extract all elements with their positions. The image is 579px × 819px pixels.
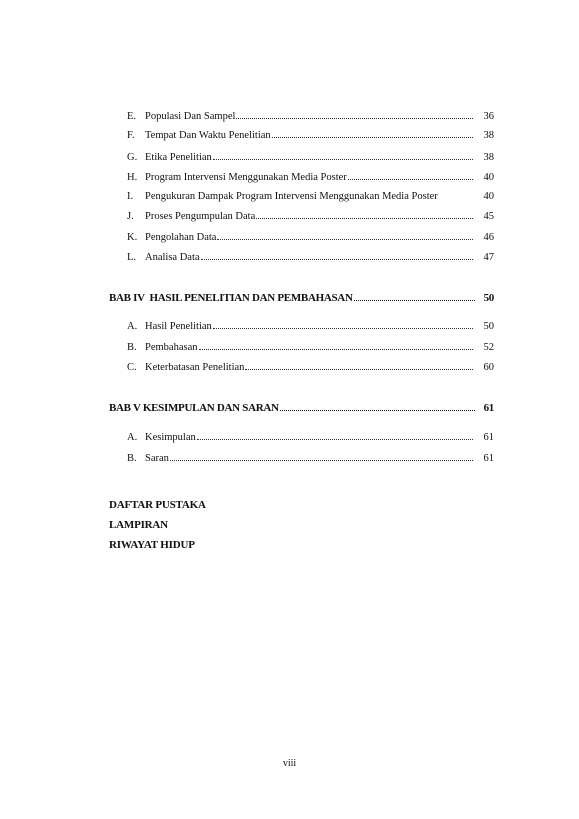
entry-page: 50 xyxy=(483,321,494,332)
entry-letter: J. xyxy=(127,211,134,222)
dot-leader xyxy=(354,300,475,301)
entry-page: 52 xyxy=(483,342,494,353)
chapter-page: 50 xyxy=(483,292,494,304)
toc-entry-i xyxy=(127,190,494,204)
toc-entry-5b xyxy=(127,452,494,466)
entry-page: 40 xyxy=(483,191,494,202)
toc-entry-4a xyxy=(127,320,494,334)
dot-leader xyxy=(213,159,473,160)
toc-entry-j xyxy=(127,210,494,224)
entry-page: 60 xyxy=(483,362,494,373)
toc-entry-e xyxy=(127,110,494,124)
dot-leader xyxy=(348,179,473,180)
entry-title: Proses Pengumpulan Data xyxy=(145,211,256,222)
toc-entry-l xyxy=(127,251,494,265)
entry-title: Tempat Dan Waktu Penelitian xyxy=(145,130,271,141)
entry-page: 47 xyxy=(483,252,494,263)
entry-page: 45 xyxy=(483,211,494,222)
entry-page: 61 xyxy=(483,432,494,443)
dot-leader xyxy=(201,259,473,260)
entry-letter: C. xyxy=(127,362,137,373)
entry-title: Pengolahan Data xyxy=(145,232,217,243)
dot-leader xyxy=(280,410,475,411)
entry-title: Keterbatasan Penelitian xyxy=(145,362,245,373)
entry-title: Hasil Penelitian xyxy=(145,321,212,332)
dot-leader xyxy=(170,460,473,461)
entry-letter: I. xyxy=(127,191,134,202)
toc-lampiran: LAMPIRAN xyxy=(109,519,168,531)
page-number: viii xyxy=(282,758,297,769)
entry-title: Populasi Dan Sampel xyxy=(145,111,236,122)
entry-page: 38 xyxy=(483,152,494,163)
toc-daftar-pustaka: DAFTAR PUSTAKA xyxy=(109,499,206,511)
dot-leader xyxy=(256,218,473,219)
entry-letter: B. xyxy=(127,342,137,353)
entry-title: Pengukuran Dampak Program Intervensi Menggunakan Media Poster xyxy=(145,191,438,202)
entry-letter: E. xyxy=(127,111,137,122)
toc-entry-4c xyxy=(127,361,494,375)
toc-entry-4b xyxy=(127,341,494,355)
entry-page: 46 xyxy=(483,232,494,243)
entry-title: Saran xyxy=(145,453,169,464)
entry-page: 61 xyxy=(483,453,494,464)
dot-leader xyxy=(197,439,473,440)
toc-riwayat-hidup: RIWAYAT HIDUP xyxy=(109,539,195,551)
toc-entry-5a xyxy=(127,431,494,445)
entry-letter: A. xyxy=(127,432,138,443)
dot-leader xyxy=(245,369,473,370)
dot-leader xyxy=(236,118,473,119)
entry-letter: L. xyxy=(127,252,137,263)
entry-title: Etika Penelitian xyxy=(145,152,212,163)
entry-title: Pembahasan xyxy=(145,342,198,353)
chapter-title: BAB IV HASIL PENELITIAN DAN PEMBAHASAN xyxy=(109,292,353,304)
dot-leader xyxy=(199,349,474,350)
entry-letter: G. xyxy=(127,152,138,163)
toc-chapter-5 xyxy=(109,401,494,415)
toc-entry-f xyxy=(127,129,494,143)
toc-entry-h xyxy=(127,171,494,185)
entry-letter: A. xyxy=(127,321,138,332)
entry-letter: K. xyxy=(127,232,138,243)
chapter-page: 61 xyxy=(483,402,494,414)
chapter-title: BAB V KESIMPULAN DAN SARAN xyxy=(109,402,279,414)
entry-page: 38 xyxy=(483,130,494,141)
entry-page: 36 xyxy=(483,111,494,122)
entry-letter: B. xyxy=(127,453,137,464)
toc-chapter-4 xyxy=(109,291,494,305)
entry-letter: H. xyxy=(127,172,138,183)
dot-leader xyxy=(217,239,473,240)
entry-letter: F. xyxy=(127,130,135,141)
dot-leader xyxy=(272,137,473,138)
entry-title: Kesimpulan xyxy=(145,432,196,443)
dot-leader xyxy=(213,328,473,329)
toc-entry-g xyxy=(127,151,494,165)
entry-page: 40 xyxy=(483,172,494,183)
entry-title: Analisa Data xyxy=(145,252,200,263)
entry-title: Program Intervensi Menggunakan Media Poster xyxy=(145,172,347,183)
toc-entry-k xyxy=(127,231,494,245)
